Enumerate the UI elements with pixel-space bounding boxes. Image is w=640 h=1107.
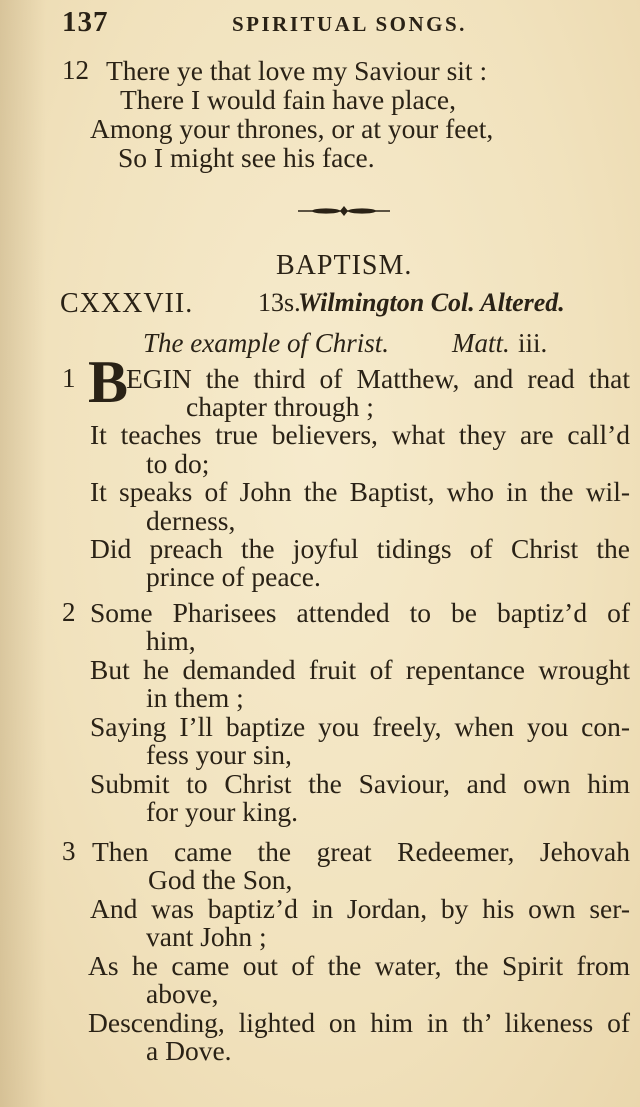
verse-line: But he demanded fruit of repentance wrought [90, 654, 630, 685]
stanza-line: Among your thrones, or at your feet, [90, 113, 494, 144]
verse-line: in them ; [146, 682, 244, 713]
verse-number: 3 [62, 836, 76, 866]
verse-line: Some Pharisees attended to be baptiz’d of [90, 597, 630, 628]
hymn-tune: Wilmington Col. Altered. [298, 288, 565, 317]
running-title: SPIRITUAL SONGS. [232, 12, 467, 36]
verse-line: EGIN the third of Matthew, and read that [126, 363, 630, 394]
section-title: BAPTISM. [276, 250, 413, 281]
drop-cap: B [88, 349, 129, 415]
stanza-number: 12 [62, 55, 89, 85]
stanza-line: There I would fain have place, [120, 84, 456, 115]
stanza-line: So I might see his face. [118, 142, 375, 173]
verse-line: fess your sin, [146, 739, 292, 770]
verse-line: It speaks of John the Baptist, who in the wil- [90, 476, 630, 507]
verse-line: It teaches true believers, what they are call’d [90, 419, 630, 450]
verse-line: Descending, lighted on him in th’ likeness of [88, 1007, 630, 1038]
scripture-book: Matt. [452, 328, 510, 358]
verse-line: As he came out of the water, the Spirit from [88, 950, 630, 981]
ornament-divider [296, 204, 392, 218]
hymn-number: CXXXVII. [60, 288, 194, 319]
verse-line: for your king. [146, 796, 298, 827]
verse-number: 2 [62, 597, 76, 627]
page-edge-shading [0, 0, 46, 1107]
verse-line: vant John ; [146, 921, 267, 952]
hymn-subject: The example of Christ. [143, 328, 389, 358]
verse-line: above, [146, 978, 219, 1009]
scripture-chapter: iii. [518, 328, 548, 358]
verse-line: prince of peace. [146, 561, 321, 592]
verse-line: him, [146, 625, 196, 656]
stanza-line: There ye that love my Saviour sit : [106, 55, 488, 86]
verse-line: derness, [146, 505, 236, 536]
page-number: 137 [62, 6, 109, 38]
hymn-meter: 13s. [258, 288, 301, 317]
verse-line: chapter through ; [186, 391, 374, 422]
verse-line: a Dove. [146, 1035, 232, 1066]
verse-line: Then came the great Redeemer, Jehovah [92, 836, 630, 867]
verse-line: And was baptiz’d in Jordan, by his own ser- [90, 893, 630, 924]
verse-line: God the Son, [148, 864, 293, 895]
verse-number: 1 [62, 363, 76, 393]
verse-line: Did preach the joyful tidings of Christ the [90, 533, 630, 564]
verse-line: Submit to Christ the Saviour, and own him [90, 768, 630, 799]
verse-line: Saying I’ll baptize you freely, when you con- [90, 711, 630, 742]
verse-line: to do; [146, 448, 210, 479]
